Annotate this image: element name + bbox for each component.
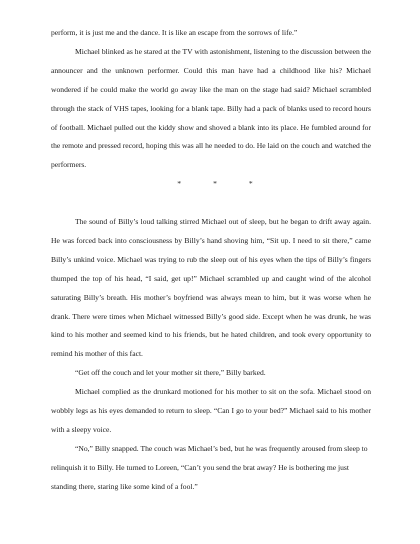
paragraph-billy-wakes: The sound of Billy’s loud talking stirred Michael out of sleep, but he began to drift away again. He was forced back into consciousness by Billy’s hand shoving him, “Sit up. I need to sit there,” came Billy’s unkind voice. Michael was trying to rub the sleep out of his eyes when the tips of Billy’s fingers thumped the top of his head, “I said, get up!” Michael scrambled up and caught wind of the alcohol saturating Billy’s breath. His mother’s boyfriend was always mean to him, but it was worse when he drank. There were times when Michael witnessed Billy’s good side. Except when he was drunk, he was kind to his mother and seemed kind to his friends, but he hated children, and took every opportunity to remind his mother of this fact. [51,217,371,359]
paragraph-michael-complies: Michael complied as the drunkard motioned for his mother to sit on the sofa. Michael stood on wobbly legs as his eyes demanded to return to sleep. “Can I go to your bed?” Michael said to his mother with a sleepy voice. [51,387,371,434]
blank-line [51,194,371,213]
paragraph-billy-snaps: “No,” Billy snapped. The couch was Michael’s bed, but he was frequently aroused from sleep to relinquish it to Billy. He turned to Loreen, “Can’t you send the brat away? He is bothering me just standing there, staring like some kind of a fool.” [51,443,368,491]
scene-break-asterisk: * [177,179,182,189]
scene-break-asterisk: * [213,179,217,189]
paragraph-continuation: perform, it is just me and the dance. It is like an escape from the sorrows of life.” [51,28,298,37]
scene-break-asterisk: * [248,179,253,189]
paragraph-billy-barks: “Get off the couch and let your mother sit there,” Billy barked. [75,368,266,378]
scene-break [51,175,371,194]
body-text [51,24,371,497]
paragraph-tv-tape: Michael blinked as he stared at the TV with astonishment, listening to the discussion between the announcer and the unknown performer. Could this man have had a childhood like his? Michael wondered if he could make the world go away like the man on the stage had said? Michael scrambled through the stack of VHS tapes, looking for a blank tape. Billy had a pack of blanks used to record hours of football. Michael pulled out the kiddy show and shoved a blank into its place. He fumbled around for the remote and pressed record, hoping this was all he needed to do. He laid on the couch and watched the performers. [51,46,371,170]
